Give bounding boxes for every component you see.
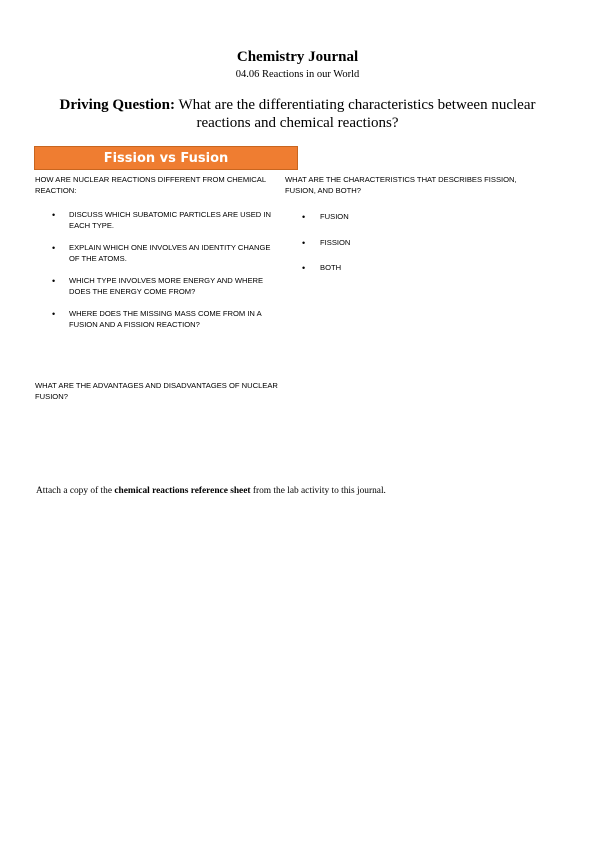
advantages-question: WHAT ARE THE ADVANTAGES AND DISADVANTAGES OF NUCLEAR FUSION? bbox=[35, 381, 278, 401]
section-banner: Fission vs Fusion bbox=[34, 146, 298, 170]
right-column bbox=[285, 175, 525, 289]
list-item: • FISSION bbox=[285, 238, 525, 249]
list-item: • WHERE DOES THE MISSING MASS COME FROM IN A FUSION AND A FISSION REACTION? bbox=[35, 309, 280, 330]
attach-prefix: Attach a copy of the bbox=[36, 486, 115, 496]
right-question: WHAT ARE THE CHARACTERISTICS THAT DESCRIBES FISSION, FUSION, AND BOTH? bbox=[285, 175, 517, 195]
list-item: • EXPLAIN WHICH ONE INVOLVES AN IDENTITY CHANGE OF THE ATOMS. bbox=[35, 243, 280, 264]
attach-suffix: from the lab activity to this journal. bbox=[250, 486, 386, 496]
left-bullet-list bbox=[35, 210, 280, 330]
list-item: • BOTH bbox=[285, 263, 525, 274]
left-question: HOW ARE NUCLEAR REACTIONS DIFFERENT FROM CHEMICAL REACTION: bbox=[35, 175, 266, 195]
attach-bold: chemical reactions reference sheet bbox=[114, 486, 251, 496]
left-column bbox=[35, 175, 280, 342]
list-item: • FUSION bbox=[285, 212, 525, 223]
list-item: • DISCUSS WHICH SUBATOMIC PARTICLES ARE USED IN EACH TYPE. bbox=[35, 210, 280, 231]
list-item: • WHICH TYPE INVOLVES MORE ENERGY AND WHERE DOES THE ENERGY COME FROM? bbox=[35, 276, 280, 297]
driving-question-text: What are the differentiating characteristics between nuclear reactions and chemical reactions? bbox=[178, 97, 536, 131]
right-bullet-list bbox=[285, 212, 525, 274]
page-subtitle: 04.06 Reactions in our World bbox=[235, 69, 360, 80]
attach-instruction bbox=[36, 485, 556, 497]
page-title: Chemistry Journal bbox=[236, 49, 359, 65]
driving-question bbox=[40, 96, 555, 132]
driving-question-label: Driving Question: bbox=[59, 97, 175, 113]
